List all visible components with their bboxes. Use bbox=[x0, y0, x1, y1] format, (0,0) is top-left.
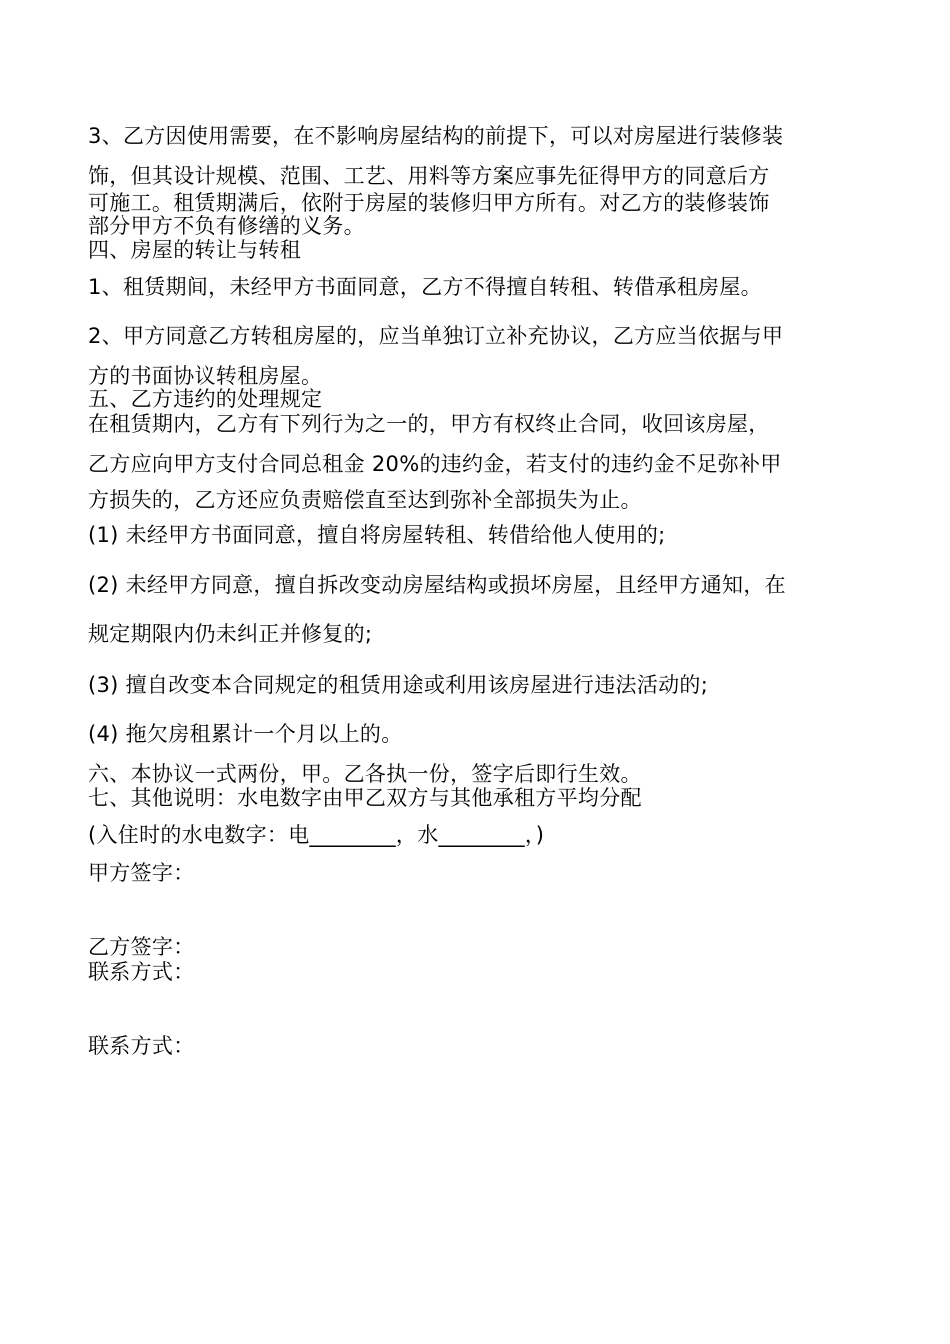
section-5-intro-line-1: 在租赁期内，乙方有下列行为之一的，甲方有权终止合同，收回该房屋， bbox=[88, 412, 770, 436]
section-6-text: 六、本协议一式两份，甲。乙各执一份，签字后即行生效。 bbox=[88, 762, 642, 786]
section-5-intro-line-2: 乙方应向甲方支付合同总租金 20%的违约金，若支付的违约金不足弥补甲 bbox=[88, 452, 782, 476]
violation-item-3: (3) 擅自改变本合同规定的租赁用途或利用该房屋进行违法活动的; bbox=[88, 673, 709, 697]
party-a-signature-label: 甲方签字： bbox=[88, 861, 195, 885]
violation-item-1: (1) 未经甲方书面同意，擅自将房屋转租、转借给他人使用的; bbox=[88, 523, 666, 547]
contact-label-1: 联系方式： bbox=[88, 960, 195, 984]
section-5-intro-line-3: 方损失的，乙方还应负责赔偿直至达到弥补全部损失为止。 bbox=[88, 488, 642, 512]
clause-3-line-4: 部分甲方不负有修缮的义务。 bbox=[88, 214, 365, 238]
clause-3-line-1: 3、乙方因使用需要，在不影响房屋结构的前提下，可以对房屋进行装修装 bbox=[88, 124, 784, 148]
clause-3-line-2: 饰，但其设计规模、范围、工艺、用料等方案应事先征得甲方的同意后方 bbox=[88, 164, 770, 188]
violation-item-2-line-2: 规定期限内仍未纠正并修复的; bbox=[88, 622, 373, 646]
section-7-text: 七、其他说明：水电数字由甲乙双方与其他承租方平均分配 bbox=[88, 786, 642, 810]
section-5-heading: 五、乙方违约的处理规定 bbox=[88, 387, 323, 411]
section-4-clause-1: 1、租赁期间，未经甲方书面同意，乙方不得擅自转租、转借承租房屋。 bbox=[88, 275, 762, 299]
violation-item-4: (4) 拖欠房租累计一个月以上的。 bbox=[88, 722, 403, 746]
violation-item-2-line-1: (2) 未经甲方同意，擅自拆改变动房屋结构或损坏房屋，且经甲方通知，在 bbox=[88, 573, 786, 597]
section-4-clause-2-line-1: 2、甲方同意乙方转租房屋的，应当单独订立补充协议，乙方应当依据与甲 bbox=[88, 324, 784, 348]
utility-readings-line: (入住时的水电数字：电________，水________，) bbox=[88, 823, 545, 847]
section-4-heading: 四、房屋的转让与转租 bbox=[88, 238, 301, 262]
section-4-clause-2-line-2: 方的书面协议转租房屋。 bbox=[88, 364, 323, 388]
clause-3-line-3: 可施工。租赁期满后，依附于房屋的装修归甲方所有。对乙方的装修装饰 bbox=[88, 191, 770, 215]
contact-label-2: 联系方式： bbox=[88, 1034, 195, 1058]
party-b-signature-label: 乙方签字： bbox=[88, 935, 195, 959]
